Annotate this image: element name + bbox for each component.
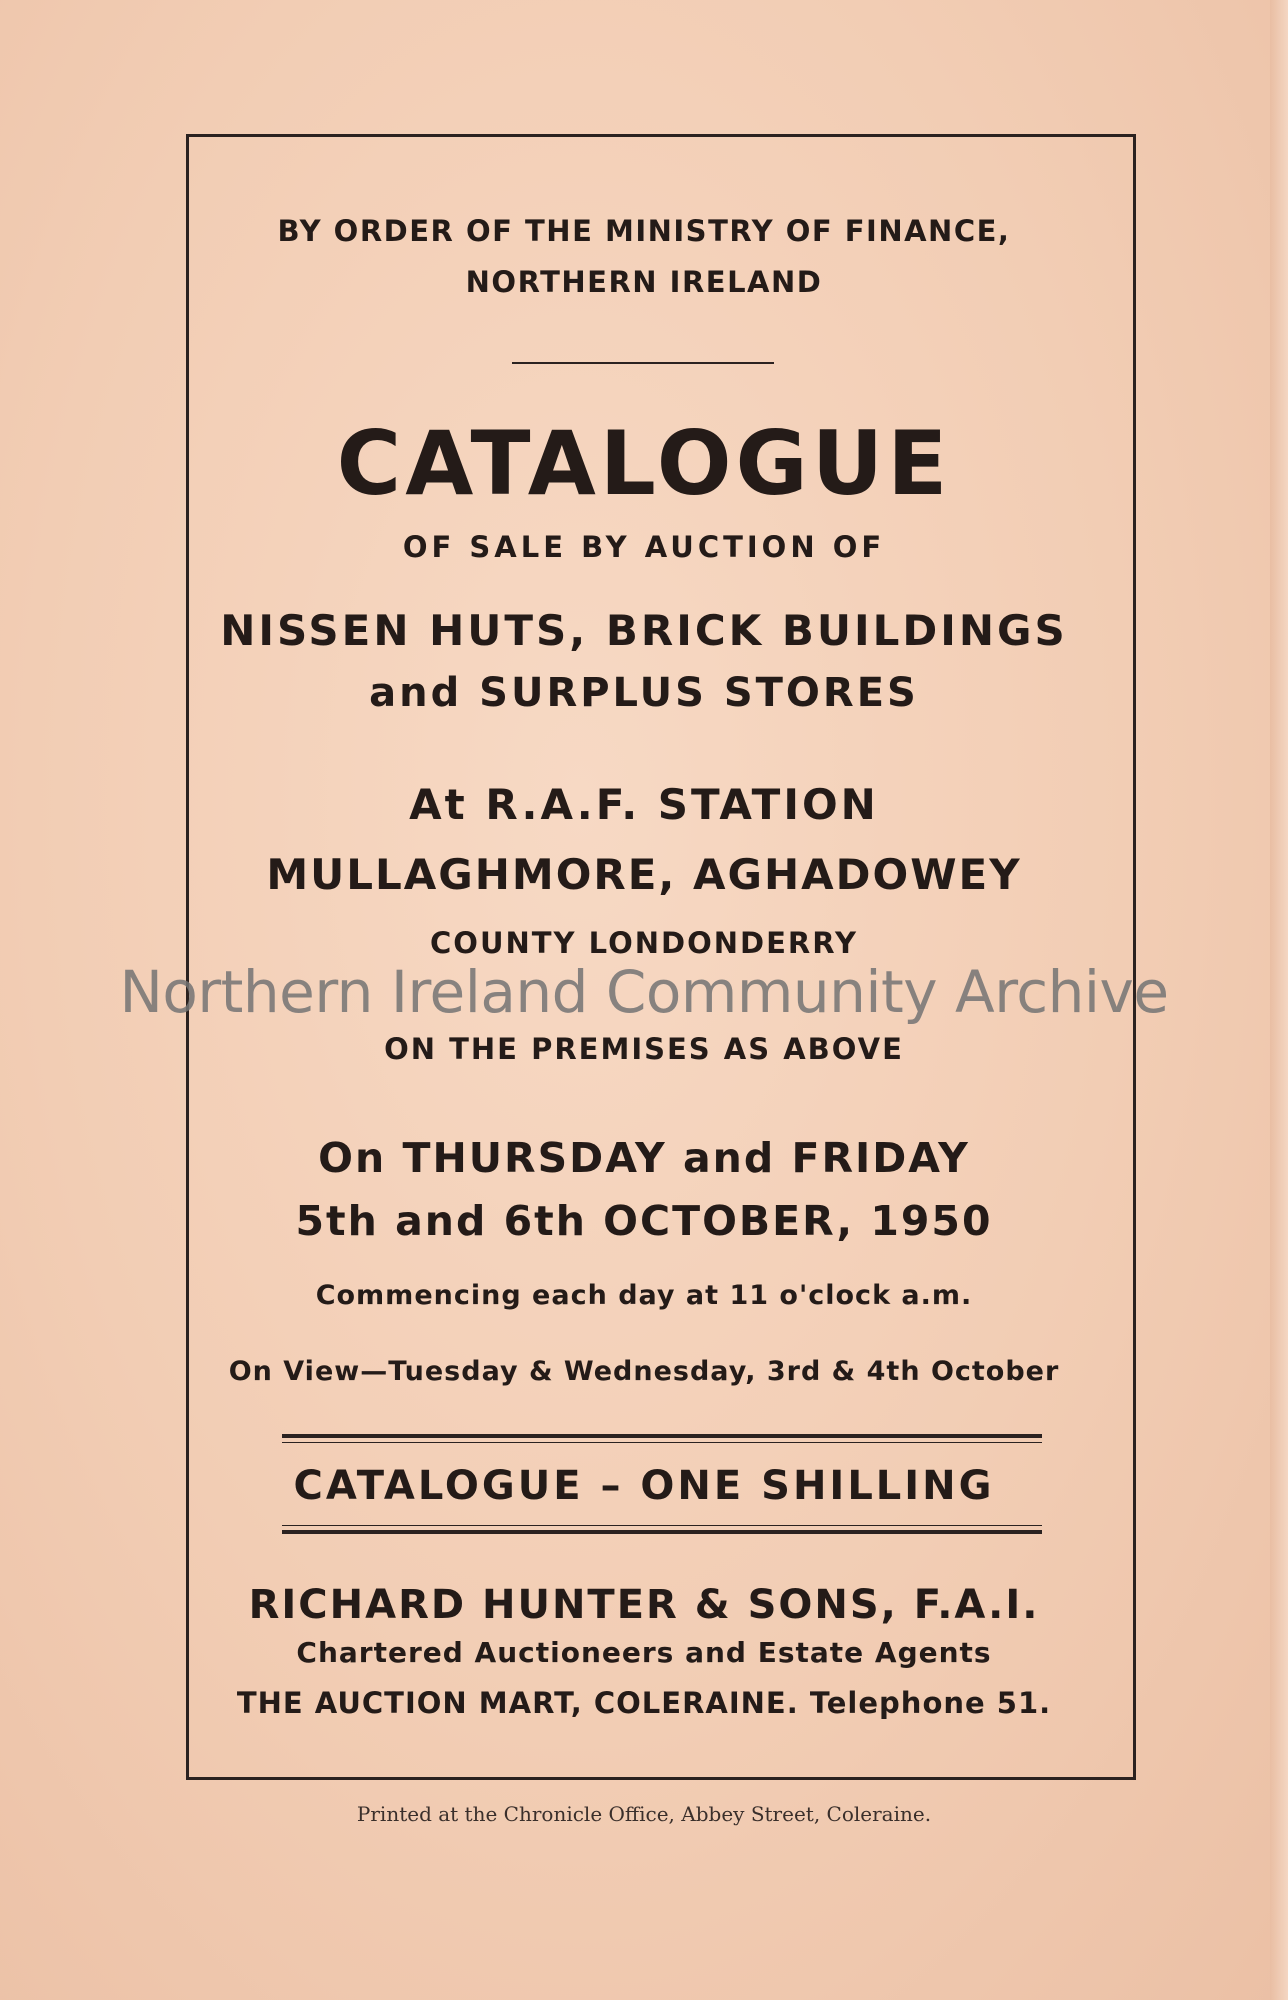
auctioneer-role: Chartered Auctioneers and Estate Agents bbox=[296, 1636, 992, 1669]
location-line-2: MULLAGHMORE, AGHADOWEY bbox=[266, 850, 1022, 899]
price-rule-bottom-thin bbox=[282, 1525, 1042, 1526]
order-line-2: NORTHERN IRELAND bbox=[465, 265, 823, 299]
premises-line: ON THE PREMISES AS ABOVE bbox=[384, 1032, 904, 1066]
on-view-dates: On View—Tuesday & Wednesday, 3rd & 4th October bbox=[228, 1356, 1060, 1387]
items-line-1: NISSEN HUTS, BRICK BUILDINGS bbox=[220, 606, 1068, 655]
order-line-1: BY ORDER OF THE MINISTRY OF FINANCE, bbox=[277, 214, 1011, 248]
price-rule-top-thin bbox=[282, 1442, 1042, 1443]
price-rule-bottom bbox=[282, 1530, 1042, 1534]
auction-address: THE AUCTION MART, COLERAINE. Telephone 51. bbox=[236, 1686, 1052, 1720]
location-line-1: At R.A.F. STATION bbox=[409, 780, 879, 829]
catalogue-subtitle: OF SALE BY AUCTION OF bbox=[402, 530, 886, 564]
auctioneer-name: RICHARD HUNTER & SONS, F.A.I. bbox=[248, 1582, 1040, 1628]
catalogue-price: CATALOGUE – ONE SHILLING bbox=[293, 1463, 995, 1509]
county-line: COUNTY LONDONDERRY bbox=[430, 926, 858, 960]
short-divider bbox=[512, 362, 774, 364]
catalogue-title: CATALOGUE bbox=[336, 412, 952, 515]
sale-days: On THURSDAY and FRIDAY bbox=[318, 1134, 970, 1182]
printer-imprint: Printed at the Chronicle Office, Abbey Street, Coleraine. bbox=[356, 1802, 932, 1826]
items-line-2: and SURPLUS STORES bbox=[369, 670, 919, 716]
commencing-time: Commencing each day at 11 o'clock a.m. bbox=[315, 1280, 973, 1311]
sale-dates: 5th and 6th OCTOBER, 1950 bbox=[295, 1197, 993, 1245]
price-rule-top bbox=[282, 1434, 1042, 1438]
archive-watermark: Northern Ireland Community Archive bbox=[119, 958, 1169, 1026]
